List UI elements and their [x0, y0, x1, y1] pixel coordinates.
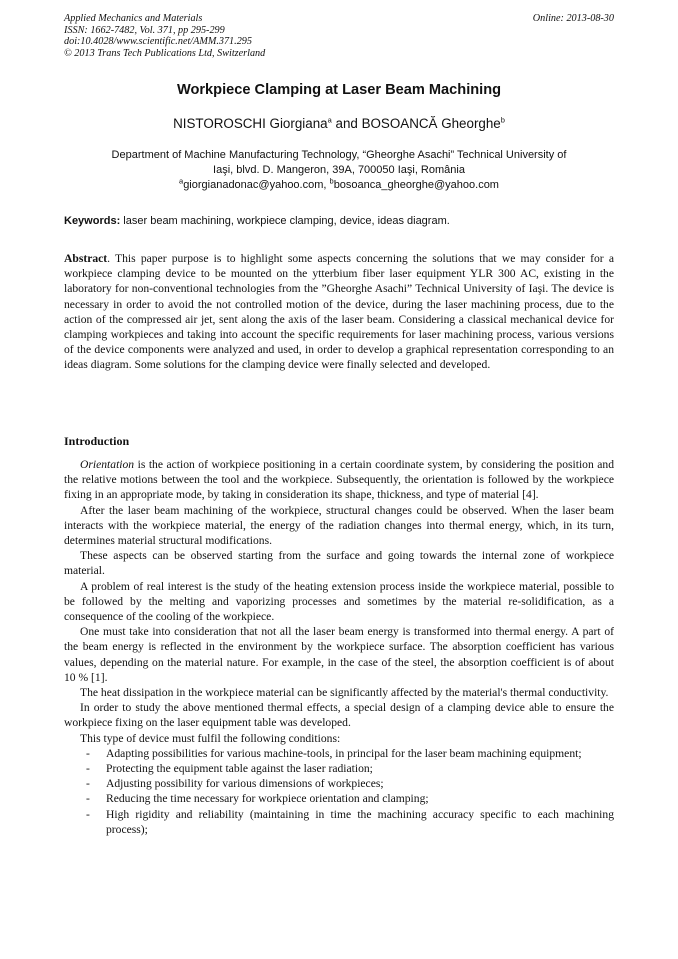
paragraph-text: is the action of workpiece positioning in a certain coordinate system, by considering the position and the relative motions between the tool and the workpiece. Subsequently, the orientation is followed by the workpiece fixing in an appropriate mode, by taking in consideration its shape, thickness, and type of material [4]. — [64, 458, 614, 502]
list-item — [64, 776, 614, 791]
author-1-sup: a — [327, 115, 332, 125]
online-date: Online: 2013-08-30 — [532, 13, 614, 24]
dash-bullet: - — [86, 777, 90, 791]
affiliation — [70, 148, 608, 177]
paper-title: Workpiece Clamping at Laser Beam Machining — [176, 82, 502, 98]
affiliation-line-2: Iaşi, blvd. D. Mangeron, 39A, 700050 Iaşi, România — [213, 163, 465, 176]
introduction-body — [64, 457, 614, 837]
journal-name: Applied Mechanics and Materials — [64, 13, 203, 24]
list-item — [64, 746, 614, 761]
list-item-text: Protecting the equipment table against the laser radiation; — [106, 762, 373, 776]
email-1-sup: a — [179, 176, 184, 186]
list-item-text: High rigidity and reliability (maintaining in time the machining accuracy specific to each machining process); — [106, 807, 614, 836]
doi-line: doi:10.4028/www.scientific.net/AMM.371.295 — [64, 36, 252, 47]
dash-bullet: - — [86, 762, 90, 776]
paragraph: This type of device must fulfil the following conditions: — [80, 731, 341, 745]
dash-bullet: - — [86, 807, 90, 821]
paragraph: One must take into consideration that not all the laser beam energy is transformed into thermal energy. A part of the beam energy is reflected in the environment by the workpiece surface. The absorption coefficient has various values, depending on the material nature. For example, in the case of the steel, the absorption coefficient is of about 10 % [1]. — [64, 625, 614, 684]
copyright-line: © 2013 Trans Tech Publications Ltd, Switzerland — [64, 47, 266, 59]
issn-line: ISSN: 1662-7482, Vol. 371, pp 295-299 — [64, 24, 225, 36]
list-item — [64, 761, 614, 776]
section-heading-introduction: Introduction — [64, 434, 130, 448]
author-conjunction: and — [331, 116, 362, 131]
keywords — [64, 215, 450, 227]
conditions-list — [64, 746, 614, 837]
journal-header — [64, 13, 265, 59]
affiliation-line-1: Department of Machine Manufacturing Technology, “Gheorghe Asachi” Technical University of — [111, 149, 567, 161]
dash-bullet: - — [86, 792, 90, 806]
paragraph: After the laser beam machining of the workpiece, structural changes could be observed. When the laser beam interacts with the workpiece material, the energy of the radiation changes into thermal energy, which, in its turn, determines material structural modifications. — [64, 503, 614, 548]
list-item-text: Reducing the time necessary for workpiece orientation and clamping; — [106, 792, 429, 806]
author-line — [0, 116, 678, 131]
abstract — [64, 251, 614, 373]
email-1[interactable]: giorgianadonac@yahoo.com, — [183, 179, 330, 191]
paragraph: In order to study the above mentioned thermal effects, a special design of a clamping device able to ensure the workpiece fixing on the laser equipment table was developed. — [64, 701, 614, 730]
email-line — [0, 176, 678, 191]
email-2[interactable]: bosoanca_gheorghe@yahoo.com — [333, 179, 499, 191]
abstract-text: . This paper purpose is to highlight some aspects concerning the solutions that we may consider for a workpiece clamping device to be mounted on the ytterbium fiber laser equipment YLR 300 AC, existing in the laboratory for non-conventional technologies from the ”Gheorghe Asachi” Technical University of Iaşi. The device is necessary in order to avoid the not controlled motion of the device, during the laser machining process, due to the action of the compressed air jet, sent along the axis of the laser beam. Considering a classical mechanical device for clamping workpieces and taking into account the specific requirements for laser machining process, various versions of the device components were analyzed and used, in order to develop a graphical representation corresponding to an ideas diagram. Some solutions for the clamping device were finally selected and developed. — [64, 252, 614, 372]
author-1: NISTOROSCHI Giorgiana — [173, 116, 328, 131]
list-item — [64, 807, 614, 837]
list-item — [64, 791, 614, 806]
paragraph: These aspects can be observed starting from the surface and going towards the internal zone of workpiece material. — [64, 549, 614, 578]
author-2: BOSOANCĂ Gheorghe — [361, 116, 501, 131]
email-2-sup: b — [329, 176, 334, 186]
list-item-text: Adapting possibilities for various machine-tools, in principal for the laser beam machining equipment; — [106, 746, 582, 760]
list-item-text: Adjusting possibility for various dimensions of workpieces; — [106, 777, 384, 791]
keywords-text: laser beam machining, workpiece clamping, device, ideas diagram. — [120, 215, 450, 227]
paragraph: The heat dissipation in the workpiece material can be significantly affected by the material's thermal conductivity. — [80, 686, 609, 700]
author-2-sup: b — [500, 115, 505, 125]
abstract-label: Abstract — [64, 252, 108, 265]
keywords-label: Keywords: — [64, 215, 121, 227]
dash-bullet: - — [86, 746, 90, 760]
orientation-term: Orientation — [80, 458, 135, 471]
paragraph — [64, 457, 614, 503]
paragraph: A problem of real interest is the study of the heating extension process inside the workpiece material, possible to be followed by the melting and vaporizing processes and sometimes by the material re-solidification, as a consequence of the cooling of the workpiece. — [64, 579, 614, 624]
